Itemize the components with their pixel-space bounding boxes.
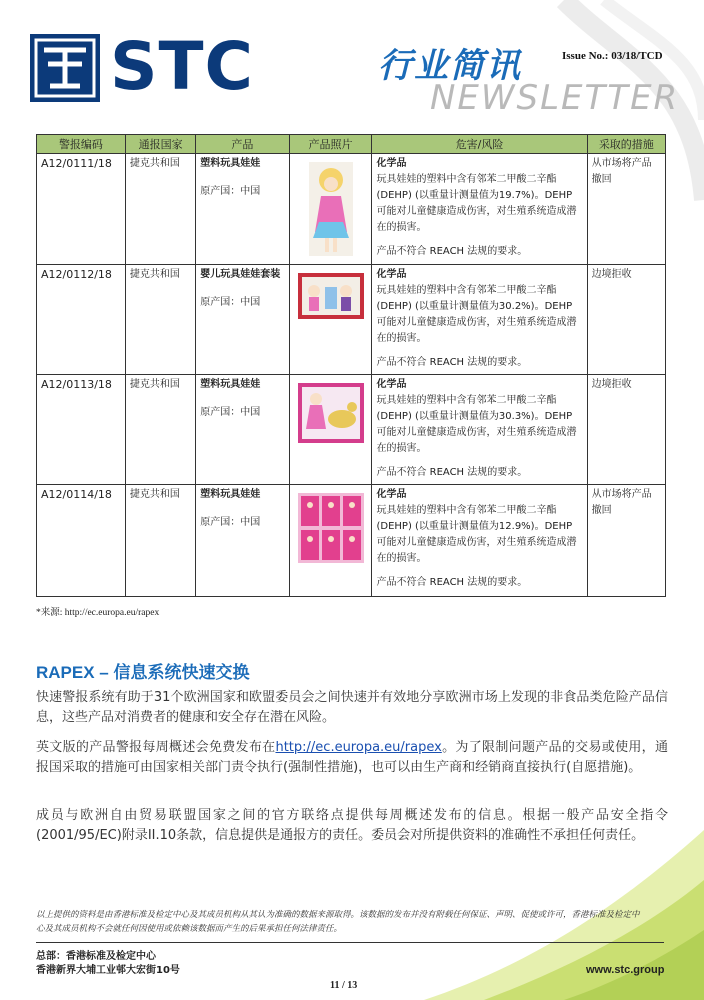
hazard-cell xyxy=(372,154,587,265)
hq-address: 香港新界大埔工业邨大宏街10号 xyxy=(36,965,180,976)
col-header-ref: 警报编码 xyxy=(37,135,126,154)
table-row xyxy=(37,485,666,597)
product-name: 塑料玩具娃娃 xyxy=(200,489,261,500)
product-cell xyxy=(196,375,289,485)
measure-taken: 从市场将产品撤回 xyxy=(587,154,665,265)
notifying-country: 捷克共和国 xyxy=(125,375,195,485)
hq-label: 总部：香港标准及检定中心 xyxy=(36,951,156,962)
table-row xyxy=(37,375,666,485)
product-origin: 原产国：中国 xyxy=(200,407,261,418)
product-name: 塑料玩具娃娃 xyxy=(200,158,261,169)
doll-photo xyxy=(309,162,353,256)
doll-set-photo xyxy=(298,273,364,319)
hazard-description: 玩具娃娃的塑料中含有邻苯二甲酸二辛酯 (DEHP) (以重量计测量值为19.7%)。DEHP 可能对儿童健康造成伤害，对生殖系统造成潜在的损害。 xyxy=(376,174,577,233)
rapex-paragraph-1: 快速警报系统有助于31个欧洲国家和欧盟委员会之间快速并有效地分享欧洲市场上发现的非食品类危险产品信息，这些产品对消费者的健康和安全存在潜在风险。 xyxy=(36,690,668,725)
measure-taken: 边境拒收 xyxy=(587,265,665,375)
product-origin: 原产国：中国 xyxy=(200,186,261,197)
col-header-product: 产品 xyxy=(196,135,289,154)
product-cell xyxy=(196,154,289,265)
source-footnote: *来源: http://ec.europa.eu/rapex xyxy=(36,608,160,618)
hazard-title: 化学品 xyxy=(376,379,407,390)
page-number: 11 / 13 xyxy=(330,980,358,991)
disclaimer: 以上提供的资料是由香港标准及检定中心及其成员机构从其认为准确的数据来源取得。该数据的发布并没有附载任何保证、声明、促使或许可，香港标准及检定中心及其成员机构不会就任何因使用或依赖该数据而产生的后果承担任何法律责任。 xyxy=(36,910,640,934)
hazard-title: 化学品 xyxy=(376,269,407,280)
notifying-country: 捷克共和国 xyxy=(125,265,195,375)
doll-boxes-photo xyxy=(298,493,364,563)
alert-ref: A12/0114/18 xyxy=(37,485,126,597)
newsletter-title-cn: 行业简讯 xyxy=(378,46,522,86)
product-photo-cell xyxy=(289,265,372,375)
product-name: 塑料玩具娃娃 xyxy=(200,379,261,390)
doll-pony-photo xyxy=(298,383,364,443)
hazard-cell xyxy=(372,375,587,485)
hazard-description: 玩具娃娃的塑料中含有邻苯二甲酸二辛酯 (DEHP) (以重量计测量值为30.2%)。DEHP 可能对儿童健康造成伤害，对生殖系统造成潜在的损害。 xyxy=(376,285,577,344)
website-link[interactable]: www.stc.group xyxy=(586,964,665,976)
product-photo-cell xyxy=(289,485,372,597)
notifying-country: 捷克共和国 xyxy=(125,485,195,597)
table-row xyxy=(37,265,666,375)
hazard-title: 化学品 xyxy=(376,489,407,500)
alert-ref: A12/0113/18 xyxy=(37,375,126,485)
hazard-description: 玩具娃娃的塑料中含有邻苯二甲酸二辛酯 (DEHP) (以重量计测量值为30.3%)。DEHP 可能对儿童健康造成伤害，对生殖系统造成潜在的损害。 xyxy=(376,395,577,454)
hazard-cell xyxy=(372,265,587,375)
col-header-photo: 产品照片 xyxy=(289,135,372,154)
measure-taken: 边境拒收 xyxy=(587,375,665,485)
alert-table xyxy=(36,134,666,597)
alert-ref: A12/0111/18 xyxy=(37,154,126,265)
rapex-heading: RAPEX – 信息系统快速交换 xyxy=(36,663,250,682)
product-name: 婴儿玩具娃娃套装 xyxy=(200,269,281,280)
issue-number: Issue No.: 03/18/TCD xyxy=(562,50,663,62)
reach-note: 产品不符合 REACH 法规的要求。 xyxy=(376,357,528,368)
reach-note: 产品不符合 REACH 法规的要求。 xyxy=(376,246,528,257)
product-photo-cell xyxy=(289,154,372,265)
col-header-measure: 采取的措施 xyxy=(587,135,665,154)
stc-logo-text: STC xyxy=(110,28,254,105)
product-cell xyxy=(196,265,289,375)
rapex-paragraph-2 xyxy=(36,738,668,778)
rapex-link[interactable]: http://ec.europa.eu/rapex xyxy=(275,740,442,755)
notifying-country: 捷克共和国 xyxy=(125,154,195,265)
paragraph-text: 英文版的产品警报每周概述会免费发布在 xyxy=(36,740,276,755)
col-header-hazard: 危害/风险 xyxy=(372,135,587,154)
table-row xyxy=(37,154,666,265)
alert-ref: A12/0112/18 xyxy=(37,265,126,375)
headquarters-info xyxy=(36,950,180,978)
product-origin: 原产国：中国 xyxy=(200,297,261,308)
col-header-country: 通报国家 xyxy=(125,135,195,154)
newsletter-header xyxy=(0,0,704,130)
table-header-row xyxy=(37,135,666,154)
measure-taken: 从市场将产品撤回 xyxy=(587,485,665,597)
reach-note: 产品不符合 REACH 法规的要求。 xyxy=(376,467,528,478)
product-cell xyxy=(196,485,289,597)
paragraph-text: 。为了限制问题产品的交易或使用，通报国采取的措施可由国家相关部门责令执行(强制性措施)，也可以由生产商和经销商直接执行(自愿措施)。 xyxy=(36,740,668,775)
product-origin: 原产国：中国 xyxy=(200,517,261,528)
footer-divider xyxy=(36,942,664,943)
stc-logo-mark xyxy=(30,34,100,102)
hazard-title: 化学品 xyxy=(376,158,407,169)
newsletter-title-en: NEWSLETTER xyxy=(430,78,680,118)
rapex-paragraph-3: 成员与欧洲自由贸易联盟国家之间的官方联络点提供每周概述发布的信息。根据一般产品安全指令(2001/95/EC)附录II.10条款，信息提供是通报方的责任。委员会对所提供资料的准确性不承担任何责任。 xyxy=(36,808,668,843)
reach-note: 产品不符合 REACH 法规的要求。 xyxy=(376,577,528,588)
product-photo-cell xyxy=(289,375,372,485)
hazard-description: 玩具娃娃的塑料中含有邻苯二甲酸二辛酯 (DEHP) (以重量计测量值为12.9%)。DEHP 可能对儿童健康造成伤害，对生殖系统造成潜在的损害。 xyxy=(376,505,577,564)
hazard-cell xyxy=(372,485,587,597)
